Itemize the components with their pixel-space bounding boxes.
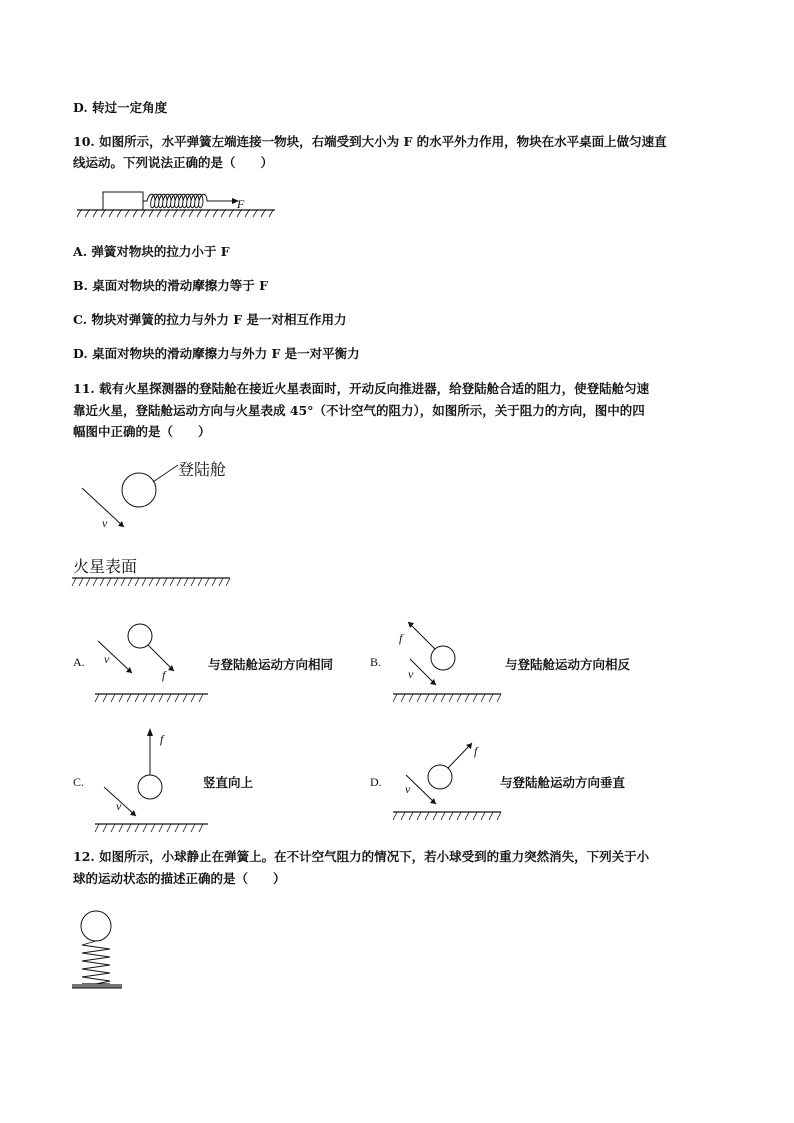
capsule-pointer	[153, 465, 178, 482]
q11-option-c-desc: 竖直向上	[203, 775, 254, 790]
q11-stem-line2: 靠近火星，登陆舱运动方向与火星表成 45°（不计空气的阻力），如图所示，关于阻力的方向，图中的四	[73, 403, 645, 418]
surface-label: 火星表面	[73, 557, 138, 576]
v-label: v	[104, 652, 110, 666]
q11-option-a-desc: 与登陆舱运动方向相同	[208, 657, 334, 672]
capsule-label: 登陆舱	[178, 460, 227, 479]
q11-option-d-desc: 与登陆舱运动方向垂直	[500, 775, 626, 790]
v-label: v	[405, 782, 411, 796]
spring-zigzag	[82, 941, 110, 984]
q12-figure	[70, 908, 140, 993]
q10-option-b: B. 桌面对物块的滑动摩擦力等于 F	[73, 278, 268, 293]
q11-option-d-letter: D.	[370, 775, 382, 789]
q10-option-a: A. 弹簧对物块的拉力小于 F	[73, 244, 230, 259]
q12-stem-line2: 球的运动状态的描述正确的是（ ）	[73, 871, 286, 886]
q10-stem-line1: 10. 如图所示，水平弹簧左端连接一物块，右端受到大小为 F 的水平外力作用，物块在水平桌面上做匀速直	[73, 134, 667, 149]
block	[103, 192, 143, 210]
base-plate	[72, 984, 122, 988]
spring	[143, 194, 211, 208]
v-label: v	[408, 667, 414, 681]
f-label: f	[399, 631, 403, 645]
q11-option-a-figure	[90, 615, 220, 705]
f-label: f	[474, 744, 478, 758]
q11-option-c-letter: C.	[73, 775, 85, 789]
q11-option-c-figure	[90, 725, 220, 835]
capsule-circle	[122, 473, 156, 507]
q11-main-figure	[70, 455, 270, 605]
q10-stem-line2: 线运动。下列说法正确的是（ ）	[73, 155, 274, 170]
q10-figure	[75, 186, 285, 226]
f-label: f	[160, 732, 164, 746]
q10-option-d: D. 桌面对物块的滑动摩擦力与外力 F 是一对平衡力	[73, 346, 360, 361]
force-label: F	[237, 197, 245, 211]
q9-option-d: D. 转过一定角度	[73, 100, 168, 115]
v-label: v	[116, 799, 122, 813]
q11-option-b-letter: B.	[370, 655, 382, 669]
q10-option-c: C. 物块对弹簧的拉力与外力 F 是一对相互作用力	[73, 312, 347, 327]
q11-option-a-letter: A.	[73, 655, 85, 669]
q12-stem-line1: 12. 如图所示，小球静止在弹簧上。在不计空气阻力的情况下，若小球受到的重力突然消失，下列关于小	[73, 849, 650, 864]
q11-option-b-desc: 与登陆舱运动方向相反	[505, 657, 631, 672]
ball	[81, 911, 111, 941]
velocity-label: v	[102, 516, 108, 530]
q11-stem-line3: 幅图中正确的是（ ）	[73, 424, 211, 439]
q11-option-d-figure	[388, 725, 518, 835]
q11-option-b-figure	[388, 615, 518, 705]
f-label: f	[162, 668, 166, 682]
q11-stem-line1: 11. 载有火星探测器的登陆舱在接近火星表面时，开动反向推进器，给登陆舱合适的阻力，使登陆舱匀速	[73, 381, 650, 396]
